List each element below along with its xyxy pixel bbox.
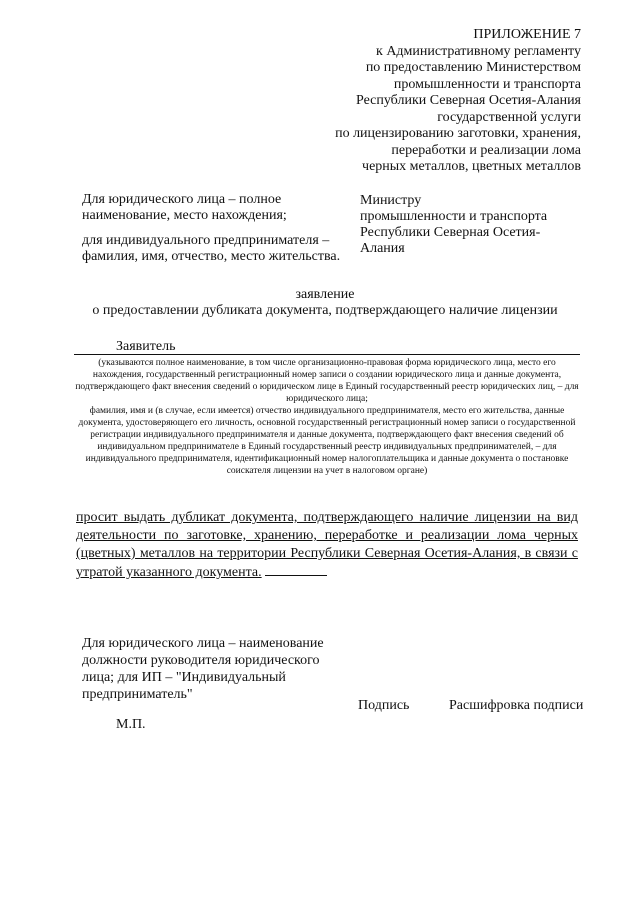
addressee-line: Министру	[360, 193, 422, 208]
request-text: просит выдать дубликат документа, подтверждающего наличие лицензии на вид деятельности по заготовке, хранению, переработке и реализации лома черных (цветных) металлов на территории Республики Северная Осетия-Алания, в связи с утратой указанного документа.	[76, 510, 578, 580]
annex-line: государственной услуги	[437, 109, 581, 125]
applicant-label: Заявитель	[116, 339, 176, 354]
signature-decode-label: Расшифровка подписи	[449, 698, 584, 713]
applicant-section	[74, 339, 580, 477]
annex-line: ПРИЛОЖЕНИЕ 7	[473, 27, 581, 42]
addressee-block	[360, 193, 590, 257]
annex-line: переработки и реализации лома	[391, 142, 581, 158]
annex-line: Республики Северная Осетия-Алания	[356, 93, 581, 108]
document-title	[60, 287, 590, 319]
stamp-place: М.П.	[116, 717, 146, 732]
signature-label: Подпись	[358, 698, 410, 713]
addressee-line: Республики Северная Осетия-	[360, 225, 541, 240]
title-line-1: заявление	[295, 287, 355, 302]
applicant-requisites-hint	[82, 192, 352, 265]
request-tail-line	[265, 563, 327, 576]
applicant-note-individual: фамилия, имя и (в случае, если имеется) отчество индивидуального предпринимателя, место его жительства, данные документа, удостоверяющего его личность, основной государственный регистрационный номер записи о государственной регистрации индивидуального предпринимателя и данные документа, подтверждающего факт внесения сведений об индивидуальном предпринимателе в Единый государственный реестр индивидуальных предпринимателей, – для индивидуального предпринимателя, идентификационный номер налогоплательщика и данные документа о постановке соискателя лицензии на учет в налоговом органе)	[78, 406, 576, 476]
annex-line: к Административному регламенту	[376, 43, 581, 59]
signer-position: Для юридического лица – наименование должности руководителя юридического лица; для ИП – "Индивидуальный предприниматель"	[82, 636, 324, 702]
addressee-line: Алания	[360, 241, 405, 256]
applicant-note	[74, 357, 580, 477]
annex-line: черных металлов, цветных металлов	[362, 159, 581, 174]
annex-line: по предоставлению Министерством	[365, 60, 581, 75]
annex-header	[335, 27, 581, 176]
request-paragraph	[76, 509, 578, 582]
annex-line: по лицензированию заготовки, хранения,	[335, 126, 581, 141]
title-line-2: о предоставлении дубликата документа, подтверждающего наличие лицензии	[92, 303, 558, 318]
legal-entity-hint: Для юридического лица – полное наименование, место нахождения;	[82, 192, 287, 223]
addressee-line: промышленности и транспорта	[360, 209, 548, 224]
annex-line: промышленности и транспорта	[393, 76, 581, 92]
applicant-field[interactable]	[74, 339, 580, 355]
individual-hint: для индивидуального предпринимателя – фамилия, имя, отчество, место жительства.	[82, 233, 341, 264]
applicant-note-legal: (указываются полное наименование, в том числе организационно-правовая форма юридического лица, место его нахождения, государственный регистрационный номер записи о создании юридического лица и данные документа, подтверждающего факт внесения сведений о юридическом лице в Единый государственный реестр юридических лиц, – для юридического лица;	[75, 358, 579, 404]
